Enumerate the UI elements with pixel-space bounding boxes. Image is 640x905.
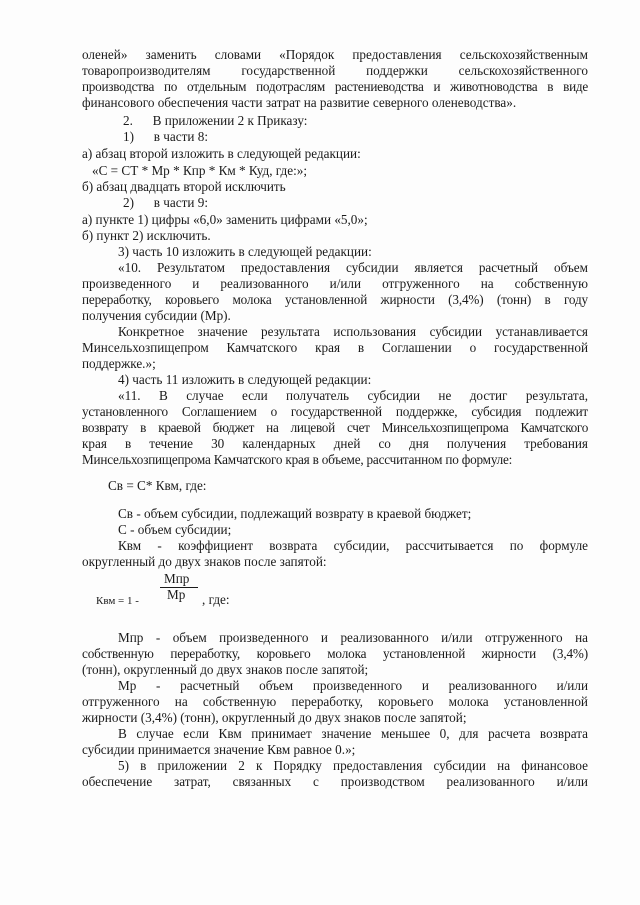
- text-line: собственную переработку, коровьего молока установленной жирности (3,4%): [82, 646, 588, 661]
- text-line: возврату в краевой бюджет на лицевой счет Минсельхозпищепрома Камчатского: [82, 420, 588, 435]
- text-line: Минсельхозпищепрома Камчатского края в объеме, рассчитанном по формуле:: [82, 452, 513, 467]
- text-line: Мпр - объем произведенного и реализованного и/или отгруженного на: [118, 630, 588, 645]
- formula-line: «С = СТ * Мр * Кпр * Км * Куд, где:»;: [92, 163, 308, 178]
- text-line: получения субсидии (Мр).: [82, 308, 231, 323]
- text-line: Минсельхозпищепром Камчатского края в Соглашении о государственной: [82, 340, 588, 355]
- text-line: края в течение 30 календарных дней со дня получения требования: [82, 436, 588, 451]
- text-line: 4) часть 11 изложить в следующей редакции:: [118, 372, 372, 387]
- formula-numerator: Мпр: [164, 571, 190, 586]
- text-line: производства по отдельным подотраслям растениеводства и животноводства в виде: [82, 79, 588, 94]
- text-line: округленный до двух знаков после запятой:: [82, 554, 327, 569]
- text-line: товаропроизводителям государственной поддержки сельскохозяйственного: [82, 63, 588, 78]
- text-line: б) пункт 2) исключить.: [82, 228, 211, 243]
- text-line: субсидии принимается значение Квм равное 0.»;: [82, 742, 356, 757]
- formula-line: Св = С* Квм, где:: [108, 478, 207, 493]
- text-line: жирности (3,4%) (тонн), округленный до двух знаков после запятой;: [82, 710, 467, 725]
- text-line: 5) в приложении 2 к Порядку предоставления субсидии на финансовое: [118, 758, 588, 773]
- text-line: финансового обеспечения части затрат на развитие северного оленеводства».: [82, 95, 517, 110]
- text-line: 3) часть 10 изложить в следующей редакции:: [118, 244, 372, 259]
- text-line: переработку, коровьего молока установленной жирности (3,4%) (тонн) в году: [82, 292, 588, 307]
- text-line: Св - объем субсидии, подлежащий возврату в краевой бюджет;: [118, 506, 472, 521]
- text-line: «10. Результатом предоставления субсидии является расчетный объем: [118, 260, 588, 275]
- text-line: поддержке.»;: [82, 356, 156, 371]
- text-line: установленного Соглашением о государственной поддержке, субсидия подлежит: [82, 404, 588, 419]
- formula-suffix: , где:: [202, 592, 230, 607]
- formula-lhs: Квм = 1 -: [96, 595, 139, 607]
- text-line: 2) в части 9:: [123, 195, 209, 210]
- text-line: произведенного и реализованного и/или отгруженного на собственную: [82, 276, 588, 291]
- text-line: а) абзац второй изложить в следующей редакции:: [82, 146, 361, 161]
- text-line: а) пункте 1) цифры «6,0» заменить цифрами «5,0»;: [82, 212, 368, 227]
- text-line: обеспечение затрат, связанных с производством реализованного и/или: [82, 774, 588, 789]
- text-line: Мр - расчетный объем произведенного и реализованного и/или: [118, 678, 588, 693]
- formula-denominator: Мр: [167, 587, 186, 602]
- text-line: б) абзац двадцать второй исключить: [82, 179, 286, 194]
- text-line: отгруженного на собственную переработку, коровьего молока установленной: [82, 694, 588, 709]
- text-line: (тонн), округленный до двух знаков после запятой;: [82, 662, 369, 677]
- text-line: С - объем субсидии;: [118, 522, 232, 537]
- text-line: Квм - коэффициент возврата субсидии, рассчитывается по формуле: [118, 538, 588, 553]
- text-line: 2. В приложении 2 к Приказу:: [123, 113, 308, 128]
- text-line: Конкретное значение результата использования субсидии устанавливается: [118, 324, 588, 339]
- text-line: «11. В случае если получатель субсидии не достиг результата,: [118, 388, 588, 403]
- text-line: В случае если Квм принимает значение меньшее 0, для расчета возврата: [118, 726, 588, 741]
- text-line: оленей» заменить словами «Порядок предоставления сельскохозяйственным: [82, 47, 588, 62]
- text-line: 1) в части 8:: [123, 129, 209, 144]
